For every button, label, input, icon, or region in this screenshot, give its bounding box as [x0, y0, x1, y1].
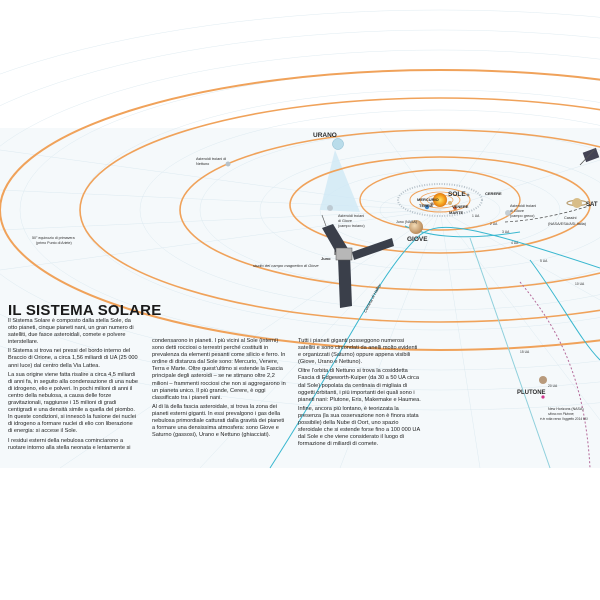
label-ast-giove-2: di Giove — [338, 219, 352, 223]
tick-label: 20 UA — [548, 384, 558, 388]
label-mercurio: MERCURIO — [417, 197, 439, 202]
tick-label: 4 UA — [511, 241, 519, 245]
label-plutone: PLUTONE — [517, 390, 546, 396]
pluto — [539, 376, 547, 384]
label-juno: Juno — [321, 256, 331, 261]
ceres — [467, 194, 470, 197]
label-cassini-2: (NASA/ESA/ASI-Italia) — [548, 222, 586, 226]
label-cerere: CERERE — [485, 191, 502, 196]
page-title: IL SISTEMA SOLARE — [8, 302, 162, 319]
label-nh-1: New Horizons (NASA) — [548, 407, 584, 411]
paragraph: Tutti i pianeti giganti posseggono numerosi satelliti e sono circondati da anelli molto evidenti e organizzati (Saturno) oppure appena visibili (Giove, Urano e Nettuno). — [298, 338, 418, 366]
paragraph: condensarono in pianeti. I più vicini al Sole (interni) sono detti rocciosi o terrestri perché costituiti in prevalenza da elementi pesanti come silicio e ferro. In ordine di distanza dal Sole sono: Mercurio, Venere, Terra e Marte. Oltre quest’ultimo si estende la Fascia principale degli asteroidi – se ne stimano oltre 2,2 milioni – frammenti rocciosi che non si aggregarono in un pianeta unico. Il più grande, Cerere, è oggi classificato tra i pianeti nani. — [152, 338, 286, 401]
paragraph: Al di là della fascia asteroidale, si trova la zona dei pianeti esterni giganti. In essi prevalgono i gas della nebulosa primordiale catturati dalla gravità dei pianeti a formare una densissima atmosfera: sono Giove e Saturno (gassosi), Urano e Nettuno (ghiacciati). — [152, 403, 285, 439]
tick-label: 1 UA — [472, 214, 480, 218]
paragraph: Oltre l’orbita di Nettuno si trova la cosiddetta Fascia di Edgeworth-Kuiper (da 30 a 50 UA circa dal Sole) popolata da centinaia di migliaia di oggetti orbitanti, i più importanti dei quali sono i pianeti nani: Plutone, Eris, Makemake e Haumea. — [298, 368, 421, 403]
label-equinozio-1: 50° equinozio di primavera — [32, 236, 75, 240]
paragraph: I residui esterni della nebulosa cominciarono a ruotare intorno alla stella neonata e lentamente si — [8, 437, 131, 451]
label-ast-giove-1: Asteroidi troiani — [338, 214, 365, 218]
label-halley: Cometa di Halley — [362, 282, 382, 314]
label-nh-3: è in rotta verso l’oggetto 2014 MU — [540, 417, 588, 421]
label-juno-desc: studio del campo magnetico di Giove — [253, 263, 319, 268]
label-nh-2: sfiora con Plutone, — [548, 412, 575, 416]
label-venere: VENERE — [452, 204, 469, 209]
label-ast-giove2-3: (campo greco) — [510, 214, 535, 218]
tick-label: 10 UA — [575, 282, 585, 286]
tick-label: 3 UA — [502, 230, 510, 234]
label-ast-giove2-2: di Giove — [510, 209, 524, 213]
paragraph: Il Sistema Solare è composto dalla stella Sole, da otto pianeti, cinque pianeti nani, un gran numero di satelliti, due fasce asteroidali, comete e polvere interstellare. — [8, 318, 134, 346]
label-terra: TERRA — [419, 203, 433, 208]
uranus — [333, 139, 344, 150]
label-juno-nasa: Juno (NASA) — [396, 220, 417, 224]
label-giove: GIOVE — [407, 236, 428, 243]
paragraph: La sua origine viene fatta risalire a circa 4,5 miliardi di anni fa, in seguito alla condensazione di una nube di idrogeno, elio e polveri. In pochi milioni di anni il centro della nebulosa, a causa delle forze gravitazionali, raggiunse i 15 milioni di gradi centigradi e una densità simile a quella del piombo. In queste condizioni, si innescò la fusione dei nuclei di idrogeno a formare nuclei di elio con liberazione di energia: si accese il Sole. — [8, 371, 138, 435]
paragraph: Il Sistema si trova nei pressi del bordo interno del Braccio di Orione, a circa 1,56 miliardi di UA (25 000 anni luce) dal centro della Via Lattea. — [8, 348, 138, 369]
text-column-3 — [298, 338, 422, 450]
label-ast-nettuno-2: Nettuno — [196, 162, 210, 166]
tick-label: 2 UA — [490, 222, 498, 226]
label-sole: SOLE — [448, 191, 466, 198]
tick-label: 5 UA — [540, 259, 548, 263]
text-column-2 — [152, 338, 286, 441]
label-equinozio-2: (primo Punto di Ariete) — [36, 241, 72, 245]
label-ast-nettuno-1: Asteroidi troiani di — [196, 157, 227, 161]
label-marte: MARTE — [449, 210, 464, 215]
label-ast-giove2-1: Asteroidi troiani — [510, 204, 537, 208]
tick-label: 15 UA — [520, 350, 530, 354]
label-ast-giove-3: (campo troiano) — [338, 224, 365, 228]
label-cassini-1: Cassini — [564, 216, 577, 220]
text-column-1 — [8, 318, 138, 454]
paragraph: Infine, ancora più lontano, è teorizzata la presenza (la sua osservazione non è finora stata possibile) della Nube di Oort, uno spazio sferoidale che si estende forse fino a 100 000 UA dal Sole e che viene considerato il luogo di formazione di miliardi di comete. — [298, 405, 420, 448]
label-saturno: SAT — [586, 202, 598, 208]
label-uranus: URANO — [313, 132, 337, 139]
